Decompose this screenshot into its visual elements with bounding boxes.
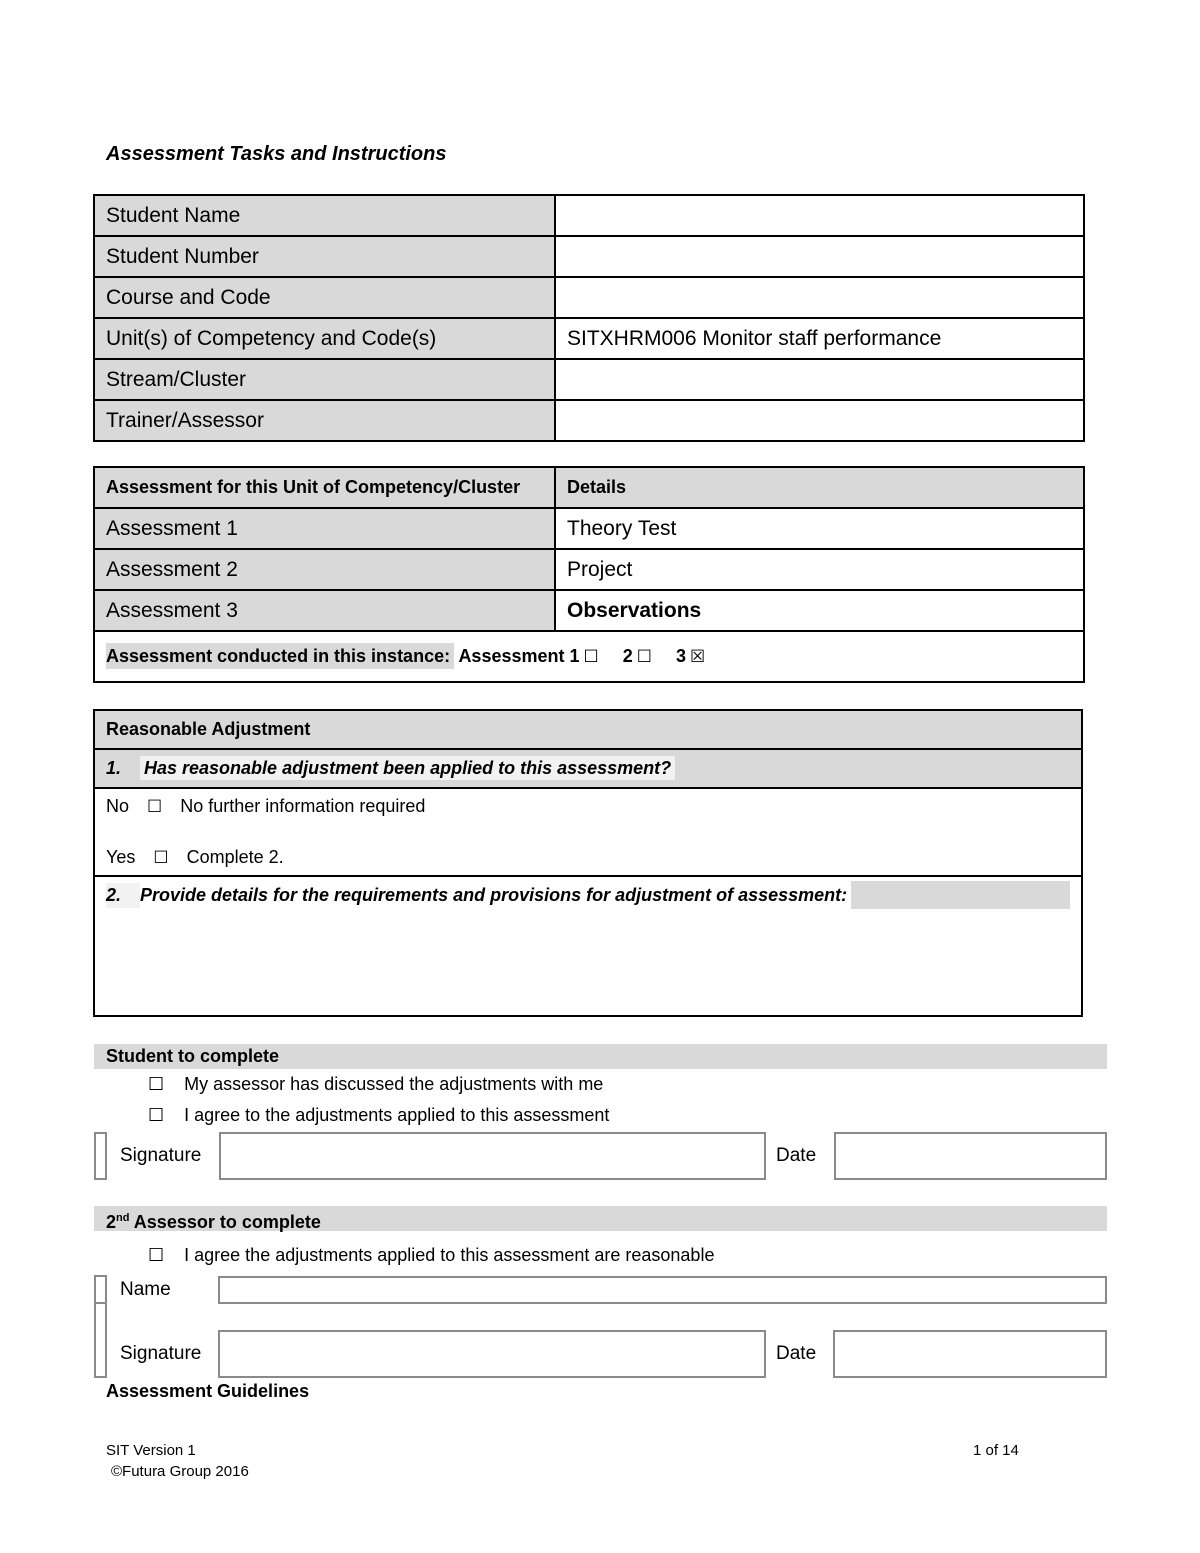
student-date-label: Date — [776, 1145, 817, 1166]
question-1-text: Has reasonable adjustment been applied to this assessment? — [140, 756, 675, 780]
assessor2-check — [148, 1243, 714, 1268]
assessment-3-label: Assessment 3 — [94, 590, 555, 631]
course-code-field[interactable] — [555, 277, 1084, 318]
assessor2-section-heading — [94, 1206, 1107, 1231]
option-no-text: No further information required — [180, 796, 426, 816]
assessor2-signature-field[interactable] — [218, 1330, 766, 1378]
assessor2-signature-marker — [94, 1302, 107, 1378]
assessor2-check-text: I agree the adjustments applied to this assessment are reasonable — [184, 1245, 715, 1265]
assessor2-heading-sup: nd — [116, 1212, 130, 1224]
student-signature-marker — [94, 1132, 107, 1180]
student-section-heading: Student to complete — [94, 1044, 1107, 1069]
assessor2-heading-ordinal: 2 — [106, 1212, 117, 1232]
trainer-assessor-field[interactable] — [555, 400, 1084, 441]
assessment-conducted-row — [94, 631, 1084, 682]
adjustment-options-cell — [94, 788, 1082, 876]
assessor2-date-label: Date — [776, 1343, 817, 1364]
student-signature-label: Signature — [120, 1145, 202, 1166]
adjustment-details-row — [94, 876, 1082, 1016]
assessor2-heading-text: Assessor to complete — [129, 1212, 321, 1232]
footer-copyright: ©Futura Group 2016 — [111, 1463, 249, 1480]
assessment-conducted-cell — [94, 631, 1084, 682]
adjustment-options-row — [94, 788, 1082, 876]
details-input-field[interactable] — [851, 881, 1070, 909]
assessment-1-checkbox[interactable]: ☐ — [583, 647, 599, 667]
footer-page-number: 1 of 14 — [973, 1442, 1019, 1459]
info-row-student-number — [94, 236, 1084, 277]
question-2-text: Provide details for the requirements and provisions for adjustment of assessment: — [140, 884, 848, 905]
student-check-1-text: My assessor has discussed the adjustments with me — [184, 1074, 604, 1094]
student-name-field[interactable] — [555, 195, 1084, 236]
student-number-field[interactable] — [555, 236, 1084, 277]
adjustment-question-2 — [106, 881, 1070, 909]
option-no — [106, 793, 1070, 820]
adjustment-question-1 — [94, 749, 1082, 788]
assessment-3-detail: Observations — [555, 590, 1084, 631]
option-yes-checkbox[interactable]: ☐ — [153, 848, 169, 868]
option-no-label: No — [106, 796, 130, 816]
assessment-2-label: Assessment 2 — [94, 549, 555, 590]
assessor2-name-marker — [94, 1275, 107, 1304]
assessor2-check-checkbox[interactable]: ☐ — [148, 1245, 165, 1266]
option-yes — [106, 844, 1070, 871]
assessment-row — [94, 508, 1084, 549]
question-1-number: 1. — [106, 758, 122, 778]
assessment-row — [94, 590, 1084, 631]
info-row-stream — [94, 359, 1084, 400]
student-check-2-text: I agree to the adjustments applied to this assessment — [184, 1105, 610, 1125]
stream-cluster-label: Stream/Cluster — [94, 359, 555, 400]
student-check-2-checkbox[interactable]: ☐ — [148, 1105, 165, 1126]
assessment-table — [93, 466, 1085, 683]
reasonable-adjustment-table — [93, 709, 1083, 1017]
assessment-2-checkbox[interactable]: ☐ — [636, 647, 653, 667]
assessment-2-detail: Project — [555, 549, 1084, 590]
assessment-3-option: 3 — [676, 646, 687, 666]
student-name-label: Student Name — [94, 195, 555, 236]
assessor2-signature-label: Signature — [120, 1343, 202, 1364]
unit-competency-field[interactable]: SITXHRM006 Monitor staff performance — [555, 318, 1084, 359]
document-title: Assessment Tasks and Instructions — [106, 143, 447, 165]
footer-version: SIT Version 1 — [106, 1442, 196, 1459]
assessor2-date-field[interactable] — [833, 1330, 1107, 1378]
adjustment-heading-row — [94, 710, 1082, 749]
assessment-2-option: 2 — [622, 646, 633, 666]
adjustment-heading: Reasonable Adjustment — [94, 710, 1082, 749]
adjustment-question-1-row — [94, 749, 1082, 788]
option-no-checkbox[interactable]: ☐ — [147, 797, 163, 817]
stream-cluster-field[interactable] — [555, 359, 1084, 400]
assessment-row — [94, 549, 1084, 590]
student-check-1-checkbox[interactable]: ☐ — [148, 1074, 165, 1095]
info-row-student-name — [94, 195, 1084, 236]
unit-competency-label: Unit(s) of Competency and Code(s) — [94, 318, 555, 359]
assessor2-name-field[interactable] — [218, 1276, 1107, 1304]
assessment-header-left: Assessment for this Unit of Competency/Cluster — [94, 467, 555, 508]
assessment-header-row — [94, 467, 1084, 508]
assessment-3-checkbox-checked[interactable]: ☒ — [690, 647, 706, 667]
assessment-guidelines-heading: Assessment Guidelines — [106, 1381, 310, 1401]
trainer-assessor-label: Trainer/Assessor — [94, 400, 555, 441]
student-signature-field[interactable] — [219, 1132, 766, 1180]
option-yes-label: Yes — [106, 847, 136, 867]
option-yes-text: Complete 2. — [186, 847, 284, 867]
student-number-label: Student Number — [94, 236, 555, 277]
info-row-unit — [94, 318, 1084, 359]
student-date-field[interactable] — [834, 1132, 1107, 1180]
assessment-1-label: Assessment 1 — [94, 508, 555, 549]
course-code-label: Course and Code — [94, 277, 555, 318]
info-row-trainer — [94, 400, 1084, 441]
question-2-number: 2. — [106, 883, 140, 908]
assessment-header-right: Details — [555, 467, 1084, 508]
assessment-conducted-prefix: Assessment 1 — [458, 646, 580, 666]
student-check-2 — [148, 1103, 609, 1128]
assessment-conducted-label: Assessment conducted in this instance: — [106, 643, 454, 669]
info-row-course — [94, 277, 1084, 318]
assessor2-name-label: Name — [120, 1279, 171, 1300]
student-check-1 — [148, 1072, 603, 1097]
adjustment-details-cell[interactable] — [94, 876, 1082, 1016]
assessment-1-detail: Theory Test — [555, 508, 1084, 549]
student-info-table — [93, 194, 1085, 442]
